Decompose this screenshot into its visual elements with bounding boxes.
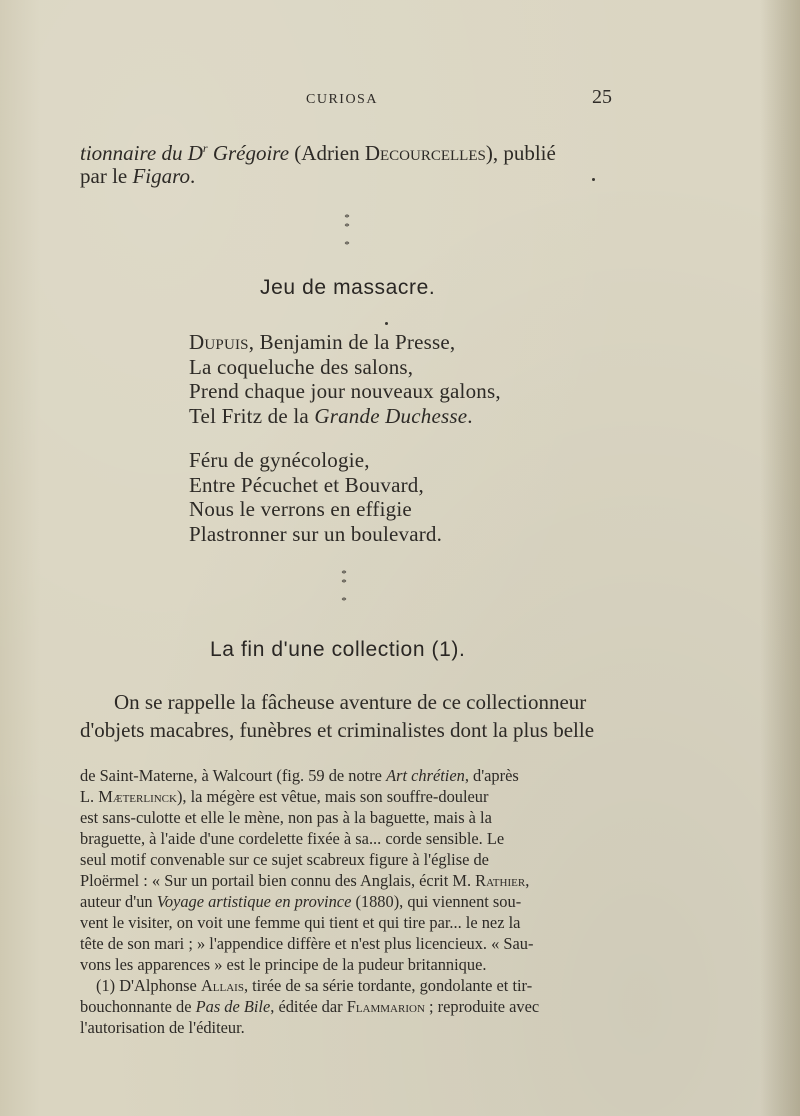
asterism-star: * — [344, 239, 350, 251]
author-name: Allais — [200, 976, 244, 995]
continuation-text-end: ), publié — [485, 141, 556, 165]
paragraph-line: On se rappelle la fâcheuse aventure de ce collectionneur — [114, 690, 587, 714]
footnote-line: vent le visiter, on voit une femme qui tient et qui tire par... le nez la — [80, 913, 521, 932]
author-name: Decourcelles — [364, 141, 486, 165]
book-title: Art chrétien — [386, 766, 465, 785]
operetta-title: Grande Duchesse — [314, 403, 468, 428]
footnotes-block — [80, 765, 616, 1038]
footnote-text: (1) D'Alphonse — [96, 976, 201, 995]
page-number: 25 — [592, 86, 612, 108]
footnote-text: , tirée de sa série tordante, gondolante et tir- — [243, 976, 533, 995]
continuation-italic-name: Grégoire — [212, 141, 290, 165]
book-title: Pas de Bile — [195, 997, 271, 1016]
verse-name: Dupuis — [189, 330, 249, 354]
footnote-line: seul motif convenable sur ce sujet scabreux figure à l'église de — [80, 850, 489, 869]
verse: Féru de gynécologie, — [189, 448, 370, 472]
verse: Nous le verrons en effigie — [189, 497, 412, 521]
footnote-text: (1880), qui viennent sou- — [351, 892, 522, 911]
print-speck — [592, 178, 595, 181]
footnote-text: , d'après — [464, 766, 519, 785]
running-head — [0, 86, 800, 116]
footnote-line — [80, 996, 616, 1017]
footnote-text: , éditée dar — [270, 997, 347, 1016]
section-title-la-fin-d-une-collection: La fin d'une collection (1). — [210, 638, 466, 661]
section-title-jeu-de-massacre: Jeu de massacre. — [260, 276, 436, 299]
asterism-separator — [327, 214, 367, 250]
continuation-line-2 — [80, 162, 195, 190]
continuation-italic: tionnaire du D — [80, 141, 203, 165]
footnote-line — [80, 786, 616, 807]
footnote-text: Ploërmel : « Sur un portail bien connu des Anglais, écrit M. — [80, 871, 476, 890]
poem-stanza-1 — [189, 330, 501, 428]
verse — [189, 330, 501, 355]
continuation-text: (Adrien — [289, 141, 365, 165]
verse-text: , Benjamin de la Presse, — [248, 330, 456, 354]
verse: La coqueluche des salons, — [189, 354, 414, 379]
asterism-separator — [324, 570, 364, 606]
continuation-period: . — [190, 164, 196, 188]
footnote-line: l'autorisation de l'éditeur. — [80, 1018, 245, 1037]
page-edge-shadow — [760, 0, 800, 1116]
author-name: Mæterlinck — [98, 787, 177, 806]
footnote-line — [80, 975, 616, 996]
footnote-line — [80, 765, 616, 786]
asterism-star: * — [341, 568, 347, 580]
footnote-line — [80, 891, 616, 912]
author-name: Rathier — [475, 871, 526, 890]
publisher-name: Flammarion — [346, 997, 425, 1016]
body-paragraph — [80, 688, 615, 744]
footnote-text: ; reproduite avec — [424, 997, 540, 1016]
footnote-line: est sans-culotte et elle le mène, non pas à la baguette, mais à la — [80, 808, 492, 827]
asterism-star: * — [341, 595, 347, 607]
verse-period: . — [467, 403, 473, 428]
superscript: r — [202, 141, 208, 155]
paragraph-line: d'objets macabres, funèbres et criminalistes dont la plus belle — [80, 718, 595, 742]
asterism-star: * — [344, 212, 350, 224]
footnote-line — [80, 870, 616, 891]
footnote-line: tête de son mari ; » l'appendice diffère et n'est plus licencieux. « Sau- — [80, 934, 534, 953]
verse: Plastronner sur un boulevard. — [189, 521, 443, 546]
verse: Entre Pécuchet et Bouvard, — [189, 472, 424, 497]
print-speck — [385, 322, 388, 325]
running-head-title: CURIOSA — [306, 92, 378, 107]
footnote-text: de Saint-Materne, à Walcourt (fig. 59 de notre — [80, 766, 387, 785]
footnote-text: L. — [80, 787, 99, 806]
footnote-text: ), la mégère est vêtue, mais son souffre-douleur — [176, 787, 489, 806]
footnote-text: bouchonnante de — [80, 997, 196, 1016]
footnote-text: , — [525, 871, 530, 890]
verse-text: Tel Fritz de la — [189, 403, 315, 428]
poem-stanza-2 — [189, 448, 442, 546]
asterism-star: * — [344, 221, 350, 233]
verse: Prend chaque jour nouveaux galons, — [189, 379, 501, 403]
verse — [189, 404, 501, 429]
asterism-star: * — [341, 577, 347, 589]
continuation-text: par le — [80, 164, 133, 188]
footnote-line: braguette, à l'aide d'une cordelette fixée à sa... corde sensible. Le — [80, 829, 505, 848]
footnote-line: vons les apparences » est le principe de la pudeur britannique. — [80, 955, 487, 974]
book-title: Voyage artistique en province — [156, 892, 352, 911]
footnote-text: auteur d'un — [80, 892, 157, 911]
newspaper-name: Figaro — [132, 164, 191, 188]
